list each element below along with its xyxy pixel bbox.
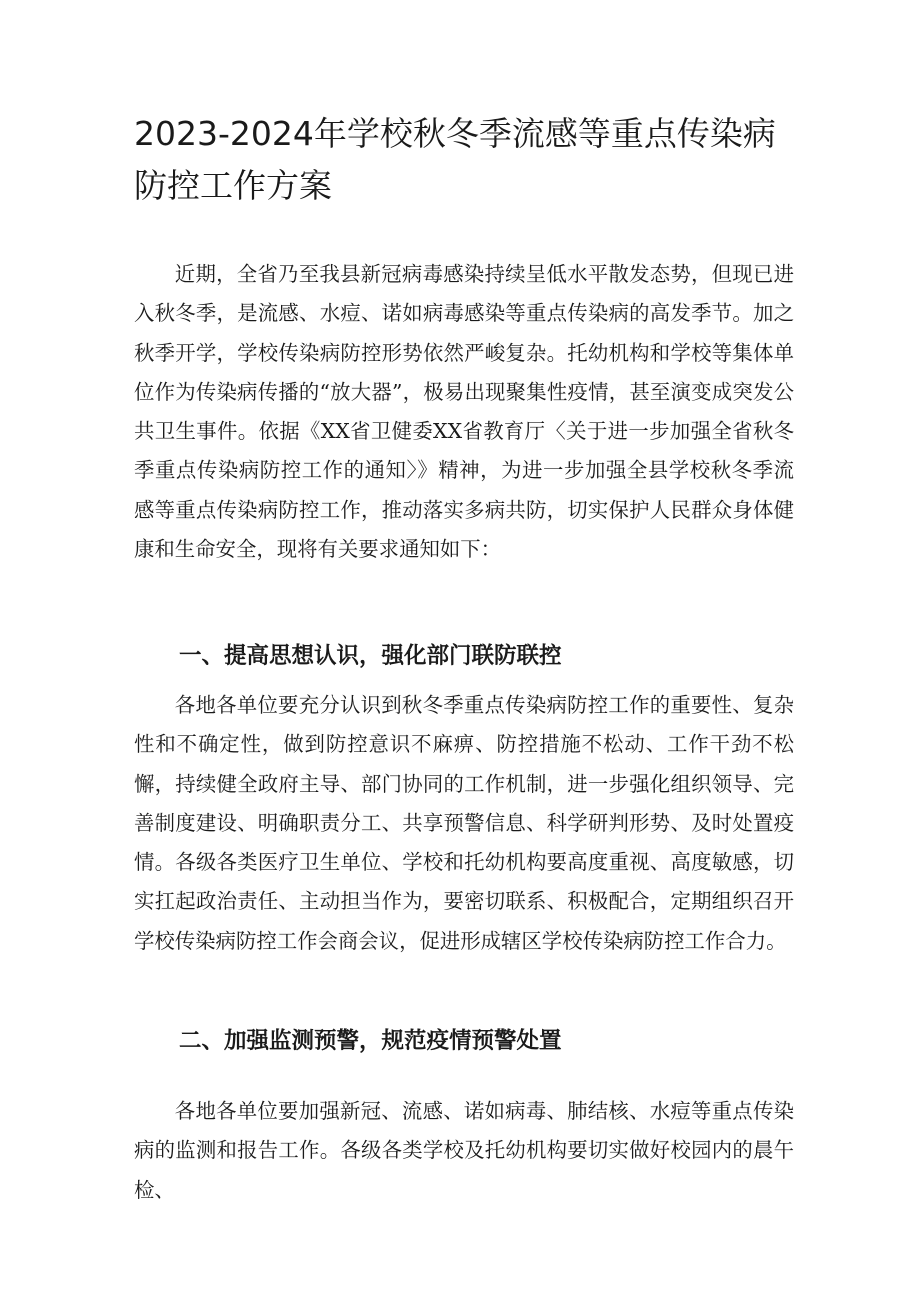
section-1-paragraph: 各地各单位要充分认识到秋冬季重点传染病防控工作的重要性、复杂性和不确定性，做到防控意识不麻痹、防控措施不松动、工作干劲不松懈，持续健全政府主导、部门协同的工作机制，进一步强化组织领导、完善制度建设、明确职责分工、共享预警信息、科学研判形势、及时处置疫情。各级各类医疗卫生单位、学校和托幼机构要高度重视、高度敏感，切实扛起政治责任、主动担当作为，要密切联系、积极配合，定期组织召开学校传染病防控工作会商会议，促进形成辖区学校传染病防控工作合力。 — [134, 693, 794, 953]
intro-paragraph: 近期，全省乃至我县新冠病毒感染持续呈低水平散发态势，但现已进入秋冬季，是流感、水痘、诺如病毒感染等重点传染病的高发季节。加之秋季开学，学校传染病防控形势依然严峻复杂。托幼机构和学校等集体单位作为传染病传播的“放大器”，极易出现聚集性疫情，甚至演变成突发公共卫生事件。依据《XX省卫健委XX省教育厅〈关于进一步加强全省秋冬季重点传染病防控工作的通知〉》精神，为进一步加强全县学校秋冬季流感等重点传染病防控工作，推动落实多病共防，切实保护人民群众身体健康和生命安全，现将有关要求通知如下： — [134, 262, 794, 562]
section-heading-2: 二、加强监测预警，规范疫情预警处置 — [179, 1028, 562, 1054]
document-title: 2023-2024年学校秋冬季流感等重点传染病防控工作方案 — [134, 114, 776, 205]
section-heading-1: 一、提高思想认识，强化部门联防联控 — [179, 643, 562, 669]
section-2-paragraph: 各地各单位要加强新冠、流感、诺如病毒、肺结核、水痘等重点传染病的监测和报告工作。各级各类学校及托幼机构要切实做好校园内的晨午检、 — [134, 1099, 794, 1202]
